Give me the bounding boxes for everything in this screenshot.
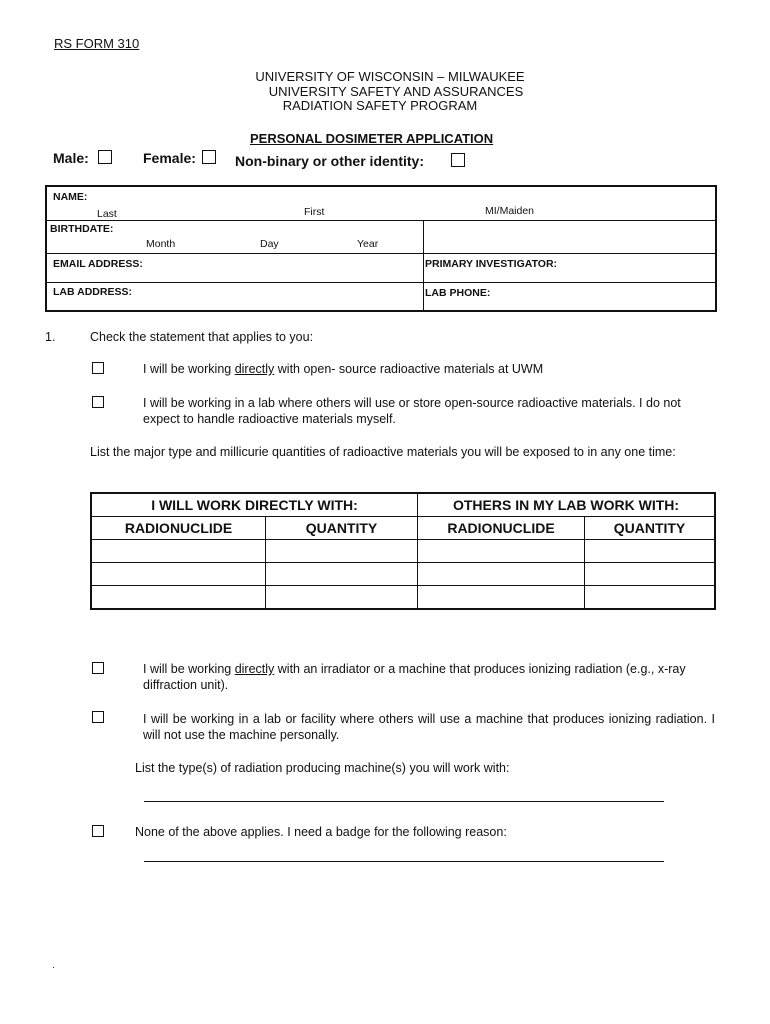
table-cell[interactable]: [91, 540, 266, 563]
department-name: UNIVERSITY SAFETY AND ASSURANCES: [268, 84, 524, 99]
table-row: [91, 540, 715, 563]
none-of-above-text: None of the above applies. I need a badge for the following reason:: [135, 825, 507, 839]
open-source-indirect-text: I will be working in a lab where others will use or store open-source radioactive materials. I do not expect to handle radioactive materials myself.: [143, 396, 681, 426]
email-label: EMAIL ADDRESS:: [53, 258, 143, 270]
mi-maiden-caption: MI/Maiden: [485, 205, 535, 217]
male-label: Male:: [53, 150, 89, 166]
personal-info-grid: [45, 185, 717, 312]
open-source-indirect-checkbox[interactable]: [92, 396, 104, 408]
table-cell[interactable]: [418, 563, 585, 586]
form-id: RS FORM 310: [54, 36, 140, 51]
primary-investigator-field[interactable]: [577, 254, 715, 282]
table-row: [91, 563, 715, 586]
female-checkbox[interactable]: [202, 150, 216, 164]
open-source-direct-text: I will be working directly with open- source radioactive materials at UWM: [143, 362, 544, 376]
footer-mark: .: [52, 960, 55, 971]
machine-list-prompt: List the type(s) of radiation producing machine(s) you will work with:: [135, 761, 510, 775]
machine-indirect-text: I will be working in a lab or facility where others will use a machine that produces ionizing radiation. I will not use the machine personally.: [143, 712, 715, 742]
materials-list-prompt: List the major type and millicurie quantities of radioactive materials you will be exposed to in any one time:: [90, 445, 676, 459]
male-checkbox[interactable]: [98, 150, 112, 164]
machine-direct-checkbox[interactable]: [92, 662, 104, 674]
question-prompt: Check the statement that applies to you:: [90, 330, 314, 344]
table-cell[interactable]: [585, 563, 716, 586]
birth-day-caption: Day: [260, 238, 279, 250]
birthdate-field[interactable]: [47, 221, 422, 253]
table-cell[interactable]: [418, 540, 585, 563]
table-cell[interactable]: [585, 586, 716, 610]
female-label: Female:: [143, 150, 196, 166]
program-name: RADIATION SAFETY PROGRAM: [282, 98, 478, 113]
lab-address-field[interactable]: [147, 283, 422, 310]
lab-phone-label: LAB PHONE:: [425, 287, 491, 299]
form-title: PERSONAL DOSIMETER APPLICATION: [250, 131, 494, 146]
table-cell[interactable]: [91, 563, 266, 586]
table-cell[interactable]: [266, 540, 418, 563]
table-row: [91, 586, 715, 610]
quantity-column-header: QUANTITY: [266, 517, 418, 540]
university-name: UNIVERSITY OF WISCONSIN – MILWAUKEE: [255, 69, 525, 84]
machine-list-answer-line[interactable]: [144, 801, 664, 802]
grid-divider: [423, 220, 424, 310]
last-name-caption: Last: [97, 208, 117, 220]
radionuclide-table: [90, 492, 716, 610]
open-source-direct-checkbox[interactable]: [92, 362, 104, 374]
birthdate-label: BIRTHDATE:: [50, 223, 114, 235]
table-cell[interactable]: [418, 586, 585, 610]
nonbinary-checkbox[interactable]: [451, 153, 465, 167]
table-cell[interactable]: [266, 586, 418, 610]
blank-field[interactable]: [425, 221, 715, 253]
primary-investigator-label: PRIMARY INVESTIGATOR:: [425, 258, 558, 270]
birth-year-caption: Year: [357, 238, 379, 250]
name-label: NAME:: [53, 191, 88, 203]
table-column-header-row: [91, 517, 715, 540]
first-name-caption: First: [304, 206, 325, 218]
lab-work-header: OTHERS IN MY LAB WORK WITH:: [418, 493, 716, 517]
lab-phone-field[interactable]: [507, 283, 715, 310]
direct-work-header: I WILL WORK DIRECTLY WITH:: [91, 493, 418, 517]
table-cell[interactable]: [585, 540, 716, 563]
table-cell[interactable]: [91, 586, 266, 610]
table-cell[interactable]: [266, 563, 418, 586]
none-of-above-checkbox[interactable]: [92, 825, 104, 837]
radionuclide-column-header: RADIONUCLIDE: [91, 517, 266, 540]
nonbinary-label: Non-binary or other identity:: [235, 153, 424, 169]
email-field[interactable]: [157, 254, 422, 282]
radionuclide-column-header: RADIONUCLIDE: [418, 517, 585, 540]
badge-reason-answer-line[interactable]: [144, 861, 664, 862]
machine-indirect-checkbox[interactable]: [92, 711, 104, 723]
machine-direct-text: I will be working directly with an irradiator or a machine that produces ionizing radiation (e.g., x-ray diffraction unit).: [143, 662, 686, 692]
name-field[interactable]: [47, 187, 715, 219]
quantity-column-header: QUANTITY: [585, 517, 716, 540]
table-group-header-row: [91, 493, 715, 517]
question-number: 1.: [45, 330, 56, 344]
lab-address-label: LAB ADDRESS:: [53, 286, 132, 298]
birth-month-caption: Month: [146, 238, 176, 250]
